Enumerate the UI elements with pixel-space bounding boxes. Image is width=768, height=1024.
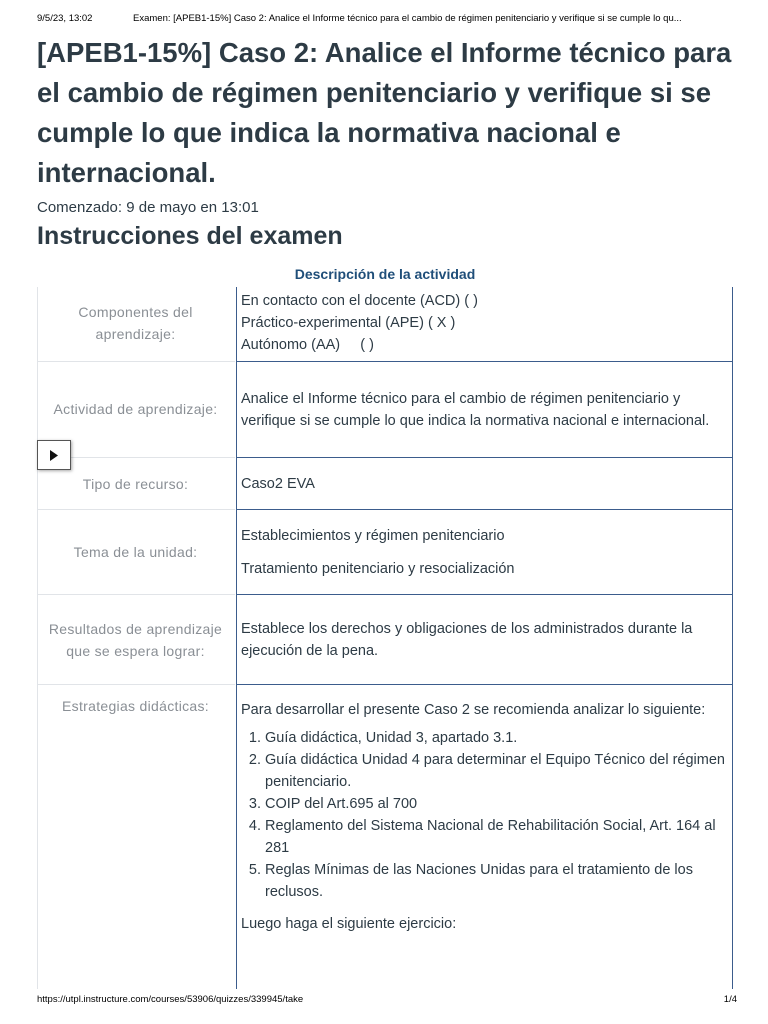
print-page-number: 1/4 xyxy=(723,994,737,1005)
print-footer xyxy=(37,994,737,1005)
unit-topic-2: Tratamiento penitenciario y resocialización xyxy=(241,560,515,577)
row-label: Actividad de aprendizaje: xyxy=(37,362,233,457)
print-timestamp: 9/5/23, 13:02 xyxy=(37,13,93,24)
table-caption: Descripción de la actividad xyxy=(294,266,476,282)
print-url: https://utpl.instructure.com/courses/53906/quizzes/339945/take xyxy=(37,994,304,1005)
list-item: 2. Guía didáctica Unidad 4 para determinar el Equipo Técnico del régimen penitenciario. xyxy=(265,749,727,793)
row-content xyxy=(236,362,733,457)
strategies-outro: Luego haga el siguiente ejercicio: xyxy=(241,916,457,932)
row-content xyxy=(236,685,733,989)
strategies-intro: Para desarrollar el presente Caso 2 se recomienda analizar lo siguiente: xyxy=(241,702,706,718)
component-acd: En contacto con el docente (ACD) ( ) xyxy=(241,293,478,309)
activity-text: Analice el Informe técnico para el cambio de régimen penitenciario y verifique si se cumple lo que indica la normativa nacional e internacional. xyxy=(241,390,710,429)
instructions-heading: Instrucciones del examen xyxy=(37,222,343,250)
list-item: 5. Reglas Mínimas de las Naciones Unidas para el tratamiento de los reclusos. xyxy=(265,859,727,903)
table-row xyxy=(37,685,733,989)
list-item: 3. COIP del Art.695 al 700 xyxy=(265,793,727,815)
row-label: Tipo de recurso: xyxy=(37,458,233,509)
row-content xyxy=(236,458,733,509)
started-label: Comenzado: 9 de mayo en 13:01 xyxy=(37,199,259,216)
quiz-title: [APEB1-15%] Caso 2: Analice el Informe técnico para el cambio de régimen penitenciario y verifique si se cumple lo que indica la normativa nacional e internacional. xyxy=(37,37,732,188)
table-row xyxy=(37,287,733,361)
row-label: Resultados de aprendizaje que se espera lograr: xyxy=(37,595,233,684)
print-page-title: Examen: [APEB1-15%] Caso 2: Analice el Informe técnico para el cambio de régimen penitenciario y verifique si se cumple lo qu... xyxy=(133,13,682,24)
component-ape: Práctico-experimental (APE) ( X ) xyxy=(241,315,456,331)
table-row xyxy=(37,362,733,457)
table-row xyxy=(37,595,733,684)
row-content xyxy=(236,287,733,361)
table-row xyxy=(37,458,733,509)
learning-outcome-text: Establece los derechos y obligaciones de los administrados durante la ejecución de la pena. xyxy=(241,620,693,659)
print-header xyxy=(37,13,737,24)
unit-topic-1: Establecimientos y régimen penitenciario xyxy=(241,527,505,544)
table-row xyxy=(37,510,733,594)
resource-type-text: Caso2 EVA xyxy=(241,475,315,492)
list-item: 4. Reglamento del Sistema Nacional de Rehabilitación Social, Art. 164 al 281 xyxy=(265,815,727,859)
row-label: Tema de la unidad: xyxy=(37,510,233,594)
list-item: 1. Guía didáctica, Unidad 3, apartado 3.1. xyxy=(265,727,727,749)
strategies-list xyxy=(241,727,727,903)
row-content xyxy=(236,595,733,684)
row-content xyxy=(236,510,733,594)
play-icon xyxy=(49,450,59,461)
component-aa: Autónomo (AA) ( ) xyxy=(241,337,374,353)
media-play-button[interactable] xyxy=(37,440,71,470)
row-label: Componentes del aprendizaje: xyxy=(37,287,233,361)
row-label: Estrategias didácticas: xyxy=(37,685,233,989)
